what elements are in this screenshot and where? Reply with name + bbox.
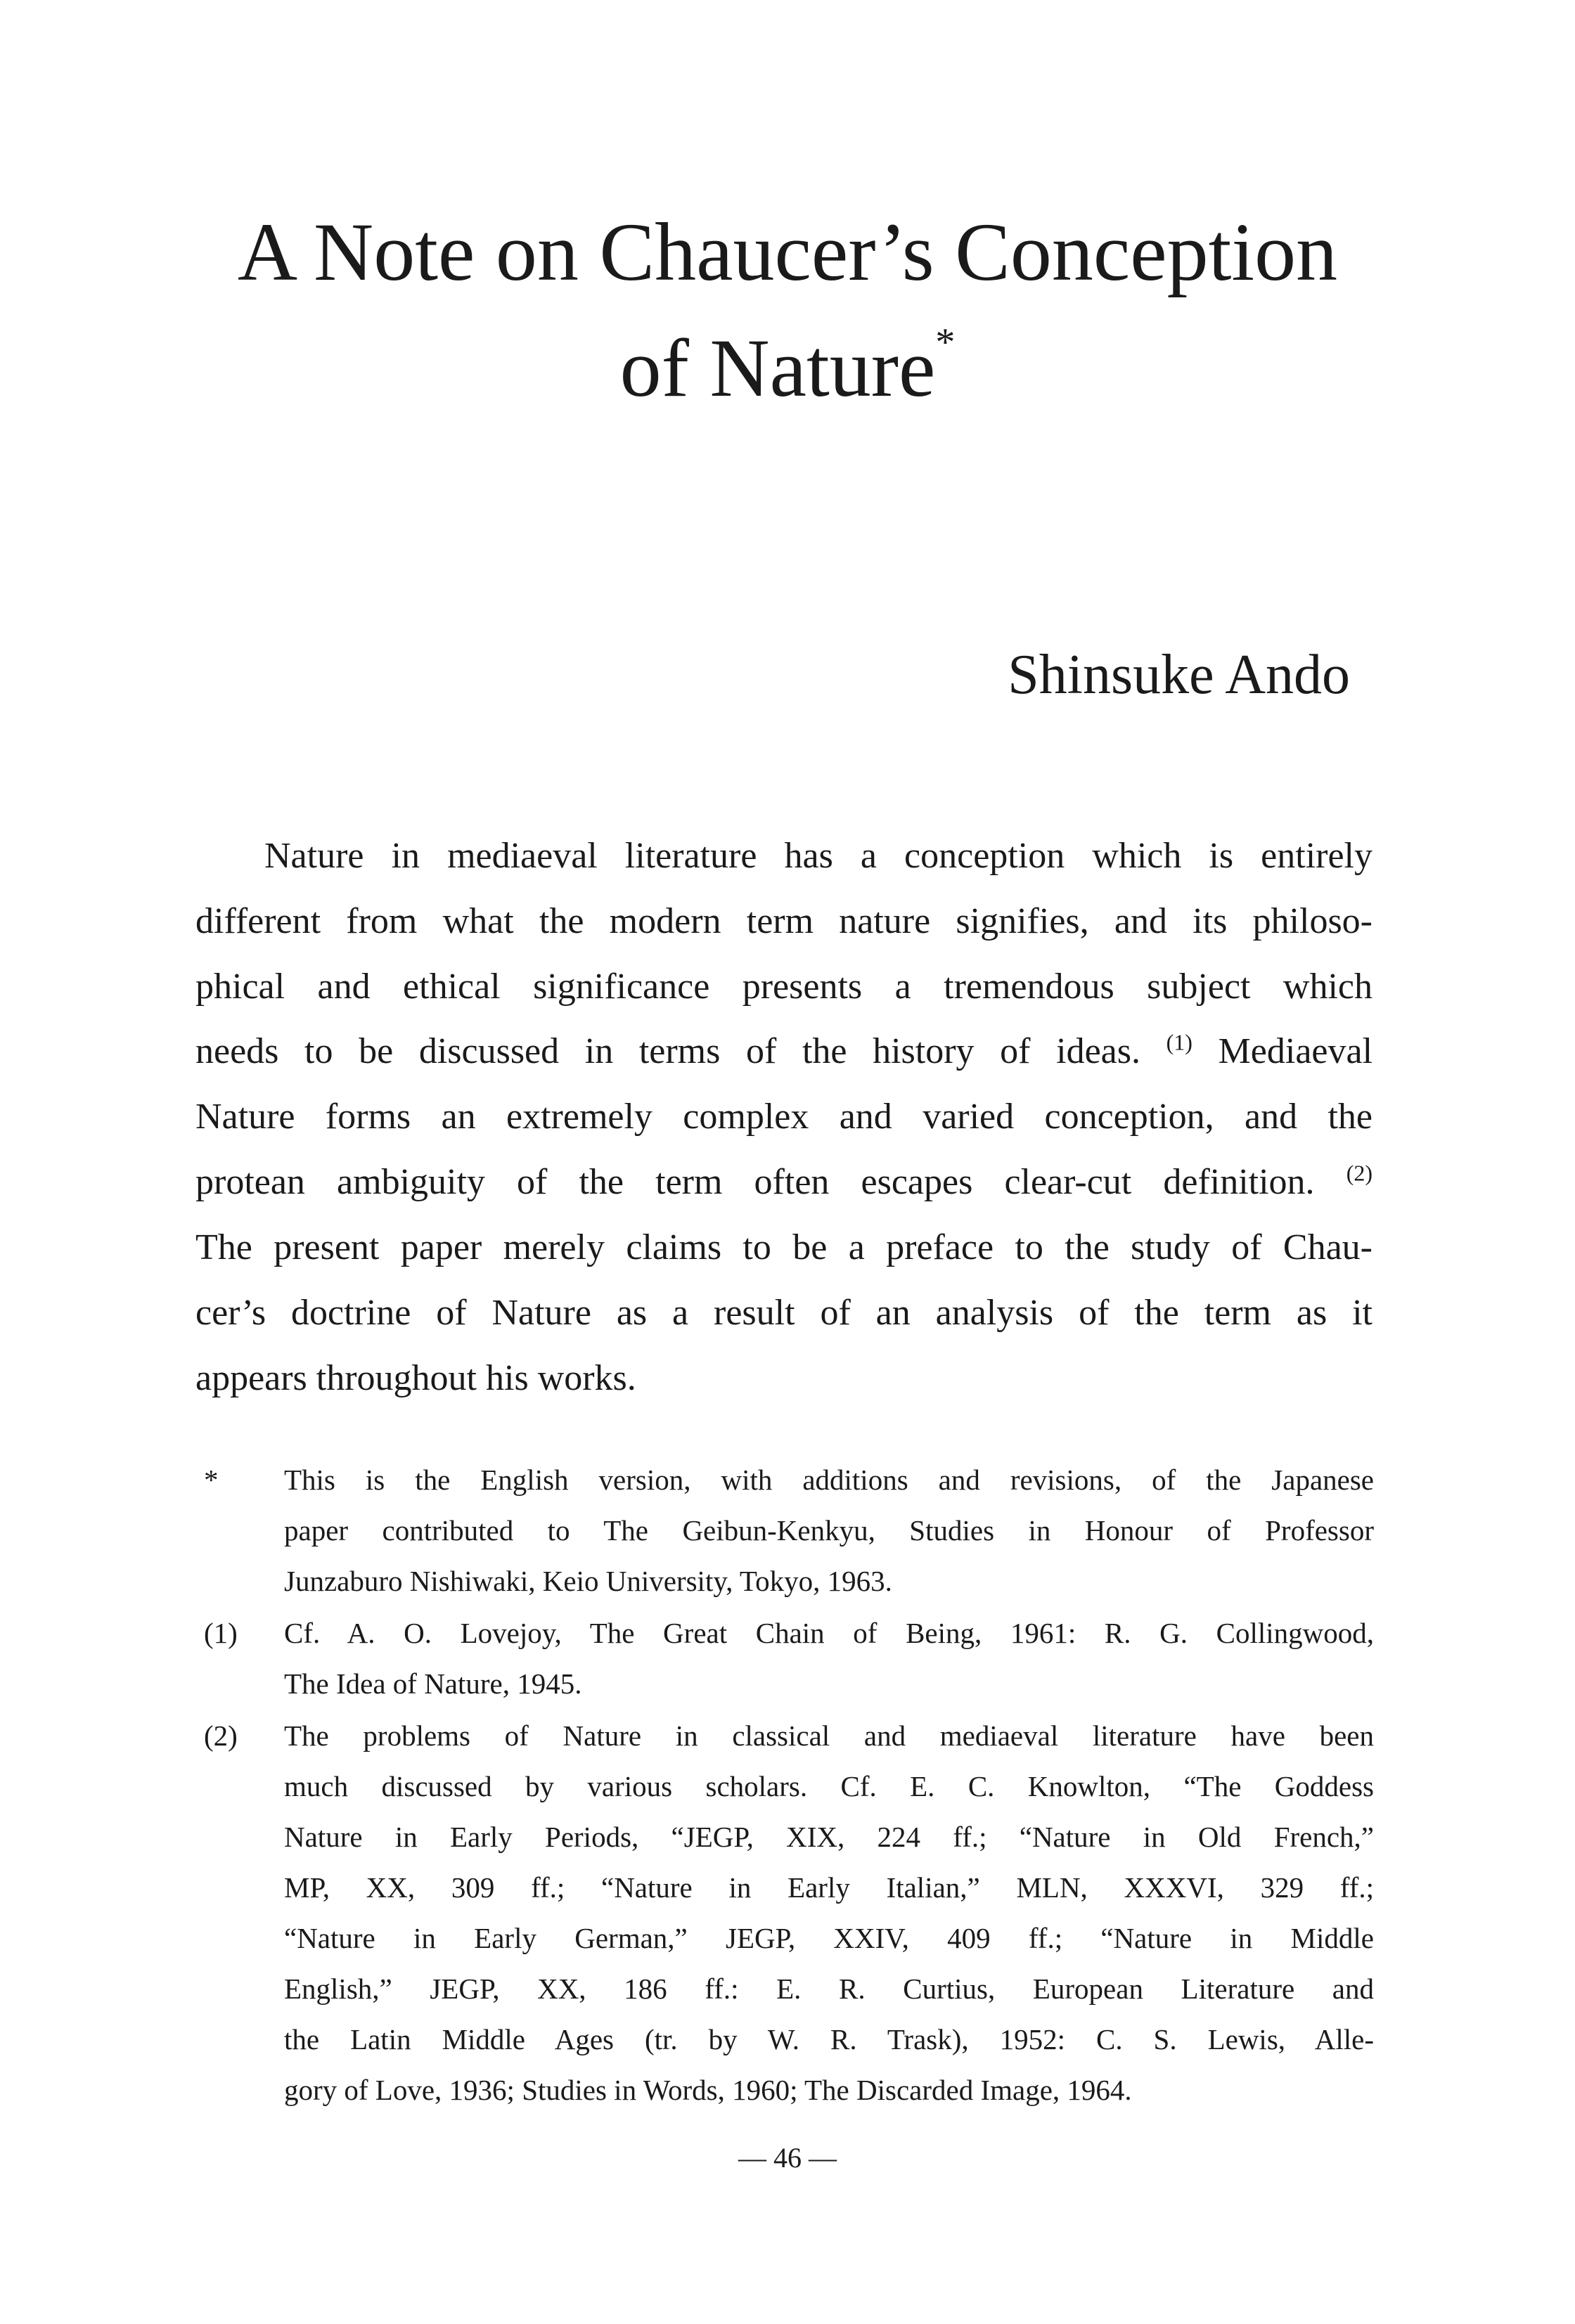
footnote-line: Nature in Early Periods, “JEGP, XIX, 224 ff.; “Nature in Old French,” <box>284 1821 1374 1853</box>
footnote-line: Junzaburo Nishiwaki, Keio University, Tokyo, 1963. <box>284 1565 892 1597</box>
footnote-line: This is the English version, with additions and revisions, of the Japanese <box>284 1464 1374 1496</box>
footnote-marker: (1) <box>204 1617 238 1649</box>
body-line: phical and ethical significance presents a tremendous subject which <box>195 967 1372 1007</box>
footnote-line: Cf. A. O. Lovejoy, The Great Chain of Being, 1961: R. G. Collingwood, <box>284 1617 1374 1649</box>
author-name: Shinsuke Ando <box>1008 644 1350 706</box>
footnote-marker: (2) <box>204 1719 238 1752</box>
body-line: Nature forms an extremely complex and varied conception, and the <box>195 1097 1372 1137</box>
body-line: Nature in mediaeval literature has a conception which is entirely <box>264 836 1372 876</box>
footnote-line: “Nature in Early German,” JEGP, XXIV, 409 ff.; “Nature in Middle <box>284 1922 1374 1954</box>
footnote-marker: * <box>204 1464 219 1496</box>
footnote-line: The Idea of Nature, 1945. <box>284 1667 582 1700</box>
body-line <box>195 1161 1372 1203</box>
body-line-text: protean ambiguity of the term often escapes clear-cut definition. <box>195 1162 1315 1202</box>
footnote-line: The problems of Nature in classical and mediaeval literature have been <box>284 1719 1374 1752</box>
footnote-line: gory of Love, 1936; Studies in Words, 1960; The Discarded Image, 1964. <box>284 2074 1132 2106</box>
title-footnote-asterisk: * <box>935 321 956 364</box>
footnote-line: MP, XX, 309 ff.; “Nature in Early Italian,” MLN, XXXVI, 329 ff.; <box>284 1871 1374 1904</box>
body-line: appears throughout his works. <box>195 1358 636 1398</box>
body-line-text: Mediaeval <box>1218 1031 1373 1071</box>
footnote-line: paper contributed to The Geibun-Kenkyu, Studies in Honour of Professor <box>284 1514 1374 1547</box>
body-line-text: needs to be discussed in terms of the history of ideas. <box>195 1031 1140 1071</box>
footnote-line: the Latin Middle Ages (tr. by W. R. Trask), 1952: C. S. Lewis, Alle- <box>284 2023 1374 2055</box>
body-line: different from what the modern term nature signifies, and its philoso- <box>195 901 1372 941</box>
body-line: The present paper merely claims to be a preface to the study of Chau- <box>195 1227 1372 1267</box>
title-line-2 <box>0 321 1575 414</box>
footnote-ref-2: (2) <box>1346 1160 1372 1186</box>
footnote-ref-1: (1) <box>1166 1029 1192 1055</box>
page-number: — 46 — <box>738 2142 837 2174</box>
footnote-line: English,” JEGP, XX, 186 ff.: E. R. Curtius, European Literature and <box>284 1973 1374 2005</box>
body-line <box>195 1031 1372 1073</box>
title-line-2-text: of Nature <box>619 322 936 414</box>
title-line-1: A Note on Chaucer’s Conception <box>237 206 1338 298</box>
footnote-line: much discussed by various scholars. Cf. E. C. Knowlton, “The Goddess <box>284 1770 1374 1802</box>
body-line: cer’s doctrine of Nature as a result of an analysis of the term as it <box>195 1293 1372 1333</box>
